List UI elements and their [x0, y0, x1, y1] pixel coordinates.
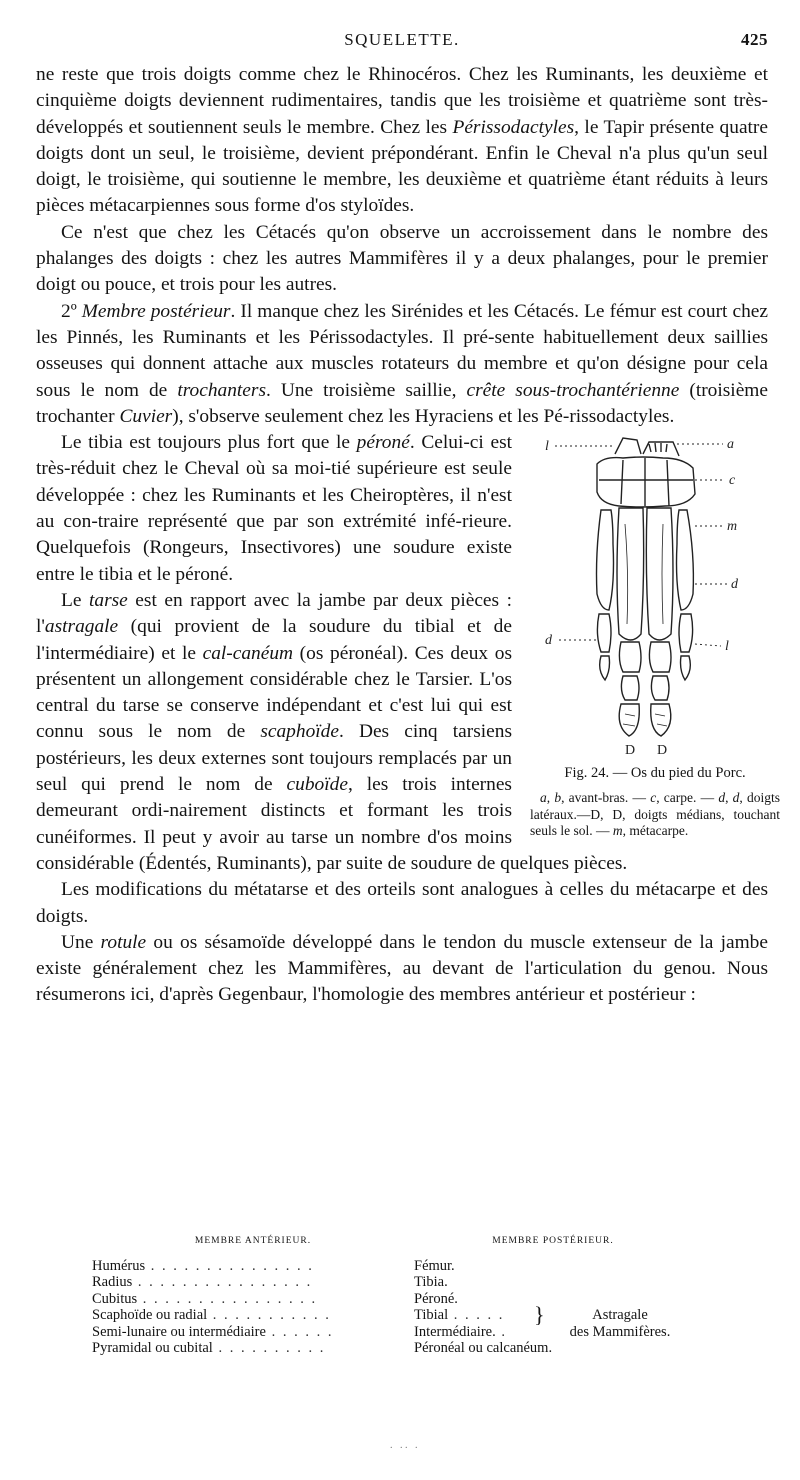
text-run: , carpe. — [656, 790, 719, 806]
text-run: . Celui-ci est très-réduit chez le Cheval où sa moi-tié supérieure est seule développée : chez les Ruminants et les Cheiroptères, il n'est au con-traire représenté que par son extrémité infé-rieure. Quelquefois (Rongeurs, Insectivores) une soudure existe entre le tibia et le péroné. [36, 432, 512, 585]
italic-run: trochanters [177, 379, 266, 401]
text-run: , avant-bras. — [561, 790, 651, 806]
pig-foot-illustration [545, 434, 765, 756]
posterior-cell: Péroné. [414, 1290, 458, 1307]
label-D-left: D [625, 743, 636, 757]
label-d-left: d [545, 633, 552, 649]
text-run: ou os sésamoïde développé dans le tendon du muscle extenseur de la jambe existe généralement chez les Mammifères, au devant de l'articulation du genou. Nous résumerons ici, d'après Gegenbaur, l'homologie des membres antérieur et postérieur : [36, 931, 768, 1006]
figure-legend [530, 790, 780, 840]
italic-run: Membre postérieur [81, 300, 231, 322]
running-header [36, 30, 768, 56]
italic-run: cal-canéum [202, 642, 294, 664]
text-run: , métacarpe. [622, 823, 689, 839]
label-m: m [727, 519, 738, 535]
text-run: , le Tapir présente quatre doigts dont un seul, le troisième, devient prépondérant. Enfin le Cheval n'a plus qu'un seul doigt, le troisième, qui soutienne le membre, les deuxième et quatrième étant réduits à leurs pièces métacarpiennes sous forme d'os styloïdes. [36, 116, 768, 217]
carpus [597, 457, 695, 507]
brace: } [534, 1302, 545, 1327]
italic-run: c [650, 790, 657, 806]
paragraph [36, 299, 768, 430]
anterior-cell: Humérus [92, 1257, 146, 1274]
text-run: , [725, 790, 733, 806]
italic-run: cuboïde [286, 774, 348, 796]
page-specks: . . . . [390, 1440, 418, 1451]
body-text [36, 62, 780, 1009]
text-run: . Une troisième saillie, [266, 379, 467, 401]
header-posterior: MEMBRE POSTÉRIEUR. [492, 1236, 614, 1246]
text-run: Une [61, 931, 101, 953]
homology-table [92, 1232, 692, 1357]
italic-run: b [554, 790, 562, 806]
text-run: Ce n'est que chez les Cétacés qu'on observe un accroissement dans le nombre des phalanges des doigts : chez les autres Mammifères il y a deux phalanges, pour le premier doigt ou pouce, et trois pour les autres. [36, 221, 768, 296]
italic-run: a [540, 790, 547, 806]
posterior-cell: Péronéal ou calcanéum. [414, 1340, 553, 1356]
table-row: Scaphoïde ou radial . . . . . . . . . . . Tibial . . . . . } Astragale des Mammifères. [92, 1307, 692, 1324]
table-row: Humérus . . . . . . . . . . . . . . . Fémur. [92, 1257, 455, 1274]
text-run: (troisième trochanter [36, 379, 768, 427]
text-run: Les modifications du métatarse et des orteils sont analogues à celles du métacarpe et des doigts. [36, 879, 768, 927]
median-metacarpal-left [617, 508, 644, 640]
italic-run: m [612, 823, 623, 839]
anterior-cell: Radius [92, 1274, 133, 1290]
posterior-cell: Fémur. [414, 1257, 455, 1274]
table-row: Cubitus . . . . . . . . . . . . . . . . Péroné. [92, 1290, 458, 1307]
italic-run: tarse [88, 589, 128, 611]
text-run: , doigts latéraux.—D, D, doigts médians, touchant seuls le sol. — [530, 790, 780, 839]
italic-run: d [718, 790, 726, 806]
text-run: , les trois internes demeurant ordi-nairement distincts et formant les trois cunéiformes. Il peut y avoir au tarse un nombre d'os moins considérable (Édentés, Ruminants), par suite de soudure de quelques pièces. [36, 774, 628, 874]
text-run: . Il manque chez les Sirénides et les Cétacés. Le fémur est court chez les Pinnés, les Ruminants et les Périssodactyles. Il pré-sente habituellement deux saillies osseuses qui donnent attache aux muscles rotateurs du membre et qu'on désigne pour cela sous le nom de [36, 300, 769, 401]
bracket-note: Astragale des Mammifères. [569, 1307, 671, 1340]
paragraph [36, 930, 768, 1009]
radius-bone [615, 438, 641, 454]
italic-run: Périssodactyles [452, 116, 575, 138]
header-anterior: MEMBRE ANTÉRIEUR. [194, 1236, 312, 1246]
text-run: Le tibia est toujours plus fort que le [61, 432, 357, 454]
figure-caption: Fig. 24. — Os du pied du Porc. [564, 765, 746, 782]
text-run: (qui provient de la soudure du tibial et de l'intermédiaire) et le [36, 616, 512, 664]
label-d-right: d [731, 577, 738, 593]
table-row: Radius . . . . . . . . . . . . . . . . Tibia. [92, 1274, 448, 1290]
page-number: 425 [741, 30, 768, 49]
label-l-right: l [725, 639, 729, 655]
paragraph [36, 220, 768, 299]
paragraph [36, 877, 768, 930]
label-l: l [545, 439, 549, 455]
lateral-metacarpal-left [597, 510, 614, 610]
posterior-cell: Intermédiaire. [414, 1323, 496, 1340]
text-run: . Des cinq tarsiens postérieurs, les deux externes sont toujours remplacés par un seul qui prend le nom de [36, 721, 512, 796]
running-title: SQUELETTE. [344, 30, 460, 49]
median-phalanges-right [649, 642, 671, 700]
anterior-cell: Semi-lunaire ou intermédiaire [92, 1323, 266, 1340]
text-run: , [546, 790, 555, 806]
hoof-right [651, 704, 671, 736]
text-run: ), s'observe seulement chez les Hyraciens et les Pé-rissodactyles. [172, 405, 675, 427]
text-run: Le [61, 589, 89, 611]
text-run: (os péronéal). Ces deux os présentent un allongement considérable chez le Tarsier. L'os central du tarse se conserve indépendant et c'est lui qui est connu sous le nom de [36, 642, 512, 743]
label-D-right: D [657, 743, 668, 757]
anterior-cell: Cubitus [92, 1290, 138, 1307]
text-run: 2º [61, 300, 82, 322]
anterior-cell: Scaphoïde ou radial [92, 1307, 208, 1323]
paragraph [36, 62, 768, 220]
italic-run: d [732, 790, 740, 806]
italic-run: rotule [100, 931, 147, 953]
text-run: est en rapport avec la jambe par deux pièces : l' [36, 589, 512, 638]
italic-run: crête sous-trochantérienne [466, 379, 680, 401]
italic-run: astragale [44, 616, 119, 638]
figure-pig-foot [530, 434, 780, 840]
posterior-cell: Tibial [414, 1307, 449, 1323]
italic-run: scaphoïde [260, 721, 339, 743]
label-c: c [729, 473, 736, 489]
anterior-cell: Pyramidal ou cubital [92, 1340, 213, 1356]
lateral-phalanges-left [597, 614, 611, 680]
italic-run: Cuvier [119, 405, 173, 427]
table-row: Pyramidal ou cubital . . . . . . . . . . Péronéal ou calcanéum. [92, 1340, 553, 1356]
text-run: ne reste que trois doigts comme chez le Rhinocéros. Chez les Ruminants, les deuxième et cinquième doigts deviennent rudimentaires, tandis que les troisième et quatrième sont très-développés et soutiennent seuls le membre. Chez les [36, 64, 768, 138]
posterior-cell: Tibia. [414, 1274, 448, 1290]
median-metacarpal-right [646, 508, 673, 640]
median-phalanges-left [619, 642, 641, 700]
hoof-left [619, 704, 639, 736]
lateral-metacarpal-right [677, 510, 694, 610]
italic-run: péroné [356, 432, 410, 454]
label-a: a [727, 437, 734, 453]
table-row: Semi-lunaire ou intermédiaire . . . . . . Intermédiaire. . [92, 1323, 507, 1340]
lateral-phalanges-right [679, 614, 693, 680]
